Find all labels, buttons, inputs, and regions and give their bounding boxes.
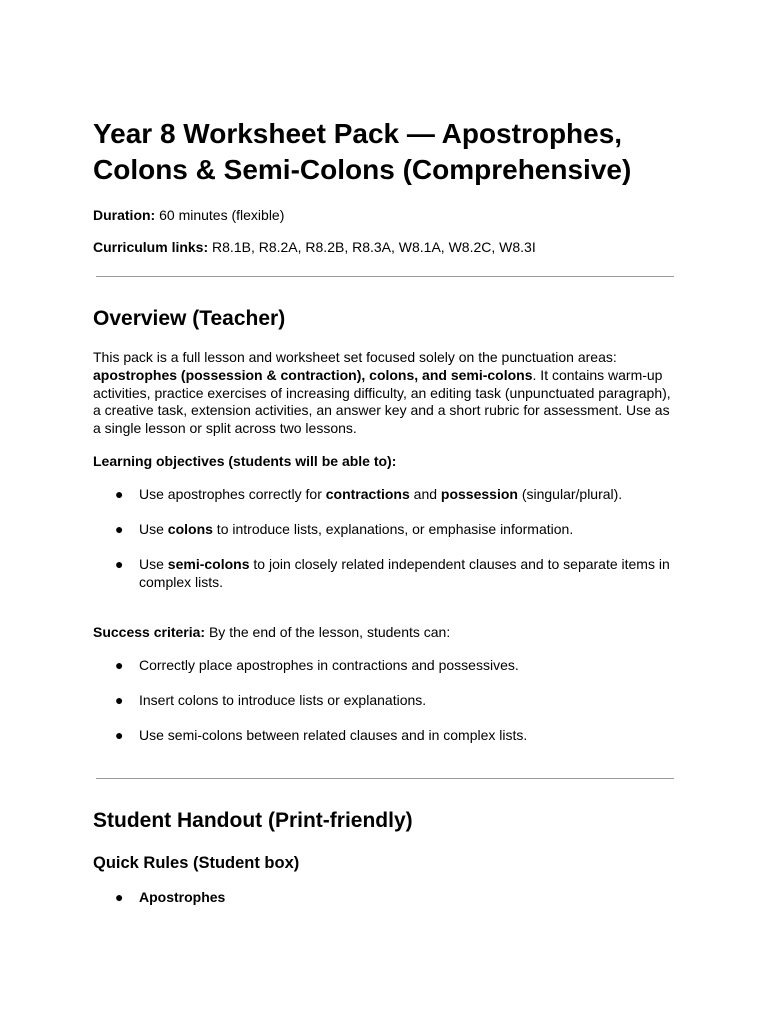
duration-line — [93, 206, 673, 224]
item-bold: colons — [167, 520, 213, 537]
item-bold: contractions — [325, 485, 410, 502]
item-bold: semi‐colons — [167, 555, 250, 572]
document-title: Year 8 Worksheet Pack — Apostrophes, Colons & Semi‐Colons (Comprehensive) — [93, 118, 632, 185]
item-text: to join closely related independent clauses and to separate items in complex lists. — [139, 555, 670, 590]
objectives-list — [93, 485, 673, 591]
bullet-icon: ● — [115, 888, 124, 905]
handout-heading: Student Handout (Print‐friendly) — [93, 808, 413, 832]
success-criteria-line — [93, 624, 673, 642]
list-item — [93, 656, 673, 674]
success-criteria-label: Success criteria: — [93, 623, 206, 640]
objectives-label-text: Learning objectives (students will be able to): — [93, 452, 397, 469]
bullet-icon: ● — [115, 726, 124, 743]
list-item — [93, 888, 673, 906]
overview-text: This pack is a full lesson and worksheet set focused solely on the punctuation areas: — [93, 349, 617, 365]
duration-value: 60 minutes (flexible) — [155, 207, 285, 223]
list-item — [93, 691, 673, 709]
curriculum-line — [93, 238, 673, 256]
item-bold: Apostrophes — [139, 888, 226, 905]
bullet-icon: ● — [115, 691, 124, 708]
list-item — [93, 520, 673, 538]
section-divider — [96, 276, 674, 277]
success-criteria-list — [93, 656, 673, 744]
item-text: Use semi‐colons between related clauses and in complex lists. — [139, 726, 528, 743]
bullet-icon: ● — [115, 485, 124, 502]
quick-rules-list — [93, 888, 673, 906]
item-text: Use apostrophes correctly for — [139, 485, 326, 502]
list-item — [93, 555, 673, 591]
bullet-icon: ● — [115, 656, 124, 673]
item-text: (singular/plural). — [517, 485, 623, 502]
item-text: Insert colons to introduce lists or explanations. — [139, 691, 427, 708]
item-text: and — [409, 485, 441, 502]
bullet-icon: ● — [115, 520, 124, 537]
item-text: Correctly place apostrophes in contractions and possessives. — [139, 656, 519, 673]
list-item — [93, 726, 673, 744]
quick-rules-heading: Quick Rules (Student box) — [93, 853, 300, 872]
curriculum-label: Curriculum links: — [93, 239, 209, 255]
overview-heading: Overview (Teacher) — [93, 307, 286, 330]
item-text: Use — [139, 520, 168, 537]
bullet-icon: ● — [115, 555, 124, 572]
duration-label: Duration: — [93, 207, 156, 223]
item-text: to introduce lists, explanations, or emphasise information. — [212, 520, 574, 537]
overview-text-continued: . It contains warm‐up activities, practice exercises of increasing difficulty, an editing task (unpunctuated paragraph), a creative task, extension activities, an answer key and a short rubric for assessment. Use as a single lesson or split across two lessons. — [93, 366, 671, 437]
section-divider — [96, 778, 674, 779]
overview-bold-text: apostrophes (possession & contraction), colons, and semi‐colons — [93, 366, 533, 383]
item-text: Use — [139, 555, 168, 572]
curriculum-value: R8.1B, R8.2A, R8.2B, R8.3A, W8.1A, W8.2C, W8.3I — [208, 239, 536, 255]
list-item — [93, 485, 673, 503]
item-bold: possession — [440, 485, 518, 502]
objectives-label — [93, 453, 673, 471]
success-criteria-intro: By the end of the lesson, students can: — [205, 623, 451, 640]
overview-paragraph — [93, 349, 673, 438]
